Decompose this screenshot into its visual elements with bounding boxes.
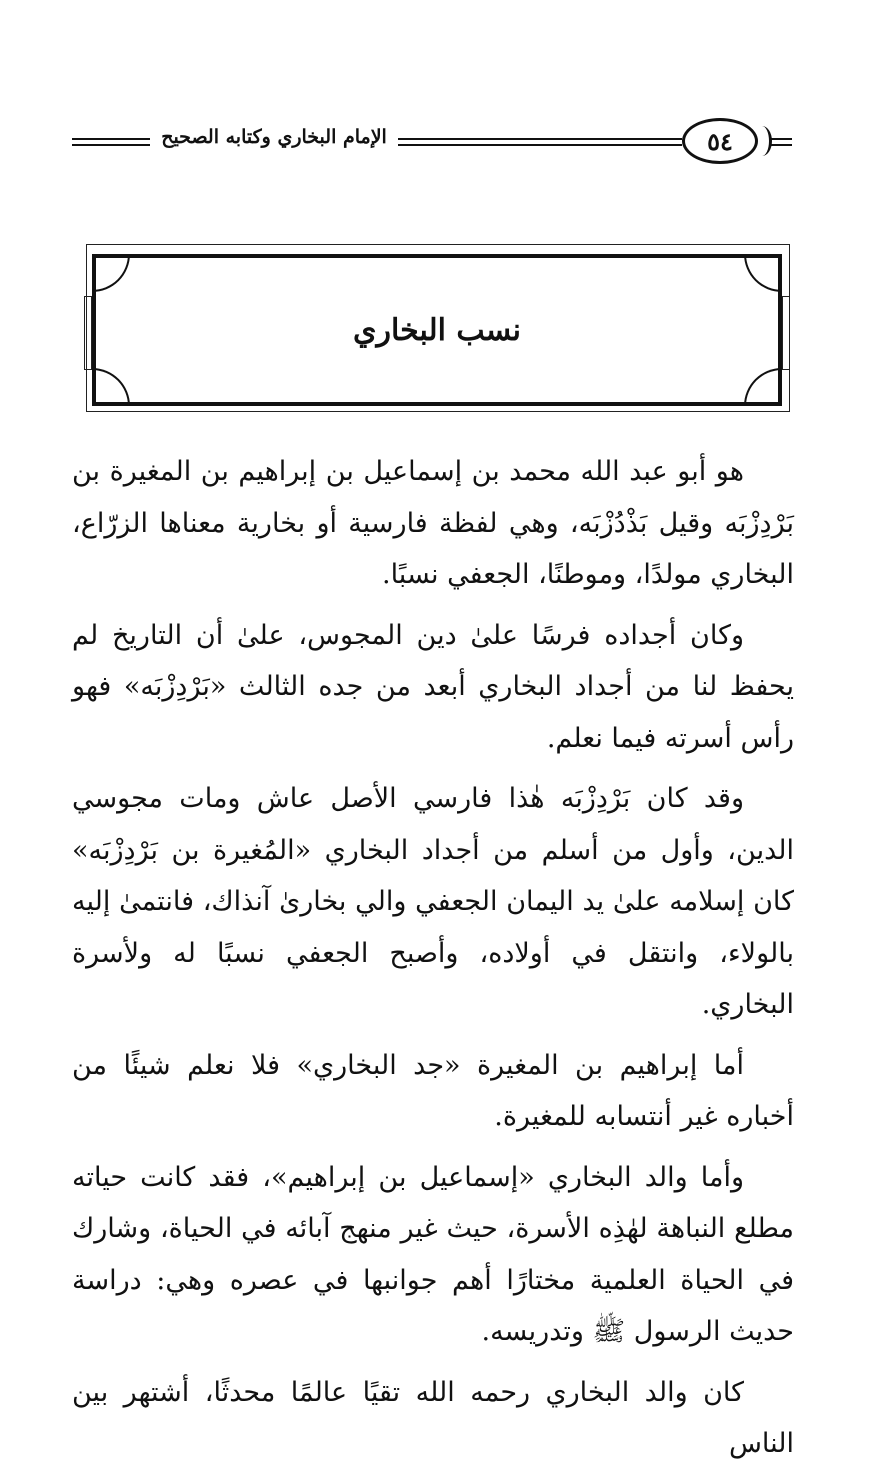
- frame-side-tab: [84, 296, 92, 370]
- chapter-title: نسب البخاري: [352, 312, 522, 348]
- body-text: [72, 446, 794, 1479]
- header-rule-middle: [398, 138, 682, 140]
- frame-corner-ornament-icon: [92, 368, 130, 406]
- frame-corner-ornament-icon: [744, 254, 782, 292]
- paragraph: هو أبو عبد الله محمد بن إسماعيل بن إبراهيم بن المغيرة بن بَرْدِزْبَه وقيل بَذْدُزْبَه، وهي لفظة فارسية أو بخارية معناها الزرّاع، البخاري مولدًا، وموطنًا، الجعفي نسبًا.: [72, 456, 794, 590]
- header-rule-right: [770, 138, 792, 140]
- chapter-frame: [92, 254, 782, 406]
- header-rule-left-lower: [72, 144, 152, 146]
- frame-side-tab: [782, 296, 790, 370]
- header-rule-middle-lower: [398, 144, 682, 146]
- running-title: الإمام البخاري وكتابه الصحيح: [150, 126, 398, 148]
- header-rule-right-lower: [770, 144, 792, 146]
- badge-ornament-icon: [752, 126, 772, 156]
- frame-corner-ornament-icon: [744, 368, 782, 406]
- header-rule-left: [72, 138, 152, 140]
- page-header: [0, 118, 873, 168]
- frame-corner-ornament-icon: [92, 254, 130, 292]
- page-number: ٥٤: [707, 126, 733, 156]
- page-number-badge: [682, 118, 758, 164]
- paragraph: وأما والد البخاري «إسماعيل بن إبراهيم»، فقد كانت حياته مطلع النباهة لهٰذِه الأسرة، حيث غير منهج آبائه في الحياة، وشارك في الحياة العلمية مختارًا أهم جوانبها في عصره وهي: دراسة حديث الرسول ﷺ وتدريسه.: [72, 1161, 794, 1347]
- paragraph: كان والد البخاري رحمه الله تقيًا عالمًا محدثًا، أشتهر بين الناس: [72, 1376, 794, 1459]
- paragraph: وقد كان بَرْدِزْبَه هٰذا فارسي الأصل عاش ومات مجوسي الدين، وأول من أسلم من أجداد البخاري «المُغيرة بن بَرْدِزْبَه» كان إسلامه علىٰ يد اليمان الجعفي والي بخارىٰ آنذاك، فانتمىٰ إليه بالولاء، وانتقل في أولاده، وأصبح الجعفي نسبًا له ولأسرة البخاري.: [72, 783, 794, 1020]
- paragraph: أما إبراهيم بن المغيرة «جد البخاري» فلا نعلم شيئًا من أخباره غير أنتسابه للمغيرة.: [72, 1049, 794, 1132]
- paragraph: وكان أجداده فرسًا علىٰ دين المجوس، علىٰ أن التاريخ لم يحفظ لنا من أجداد البخاري أبعد من جده الثالث «بَرْدِزْبَه» فهو رأس أسرته فيما نعلم.: [72, 619, 794, 754]
